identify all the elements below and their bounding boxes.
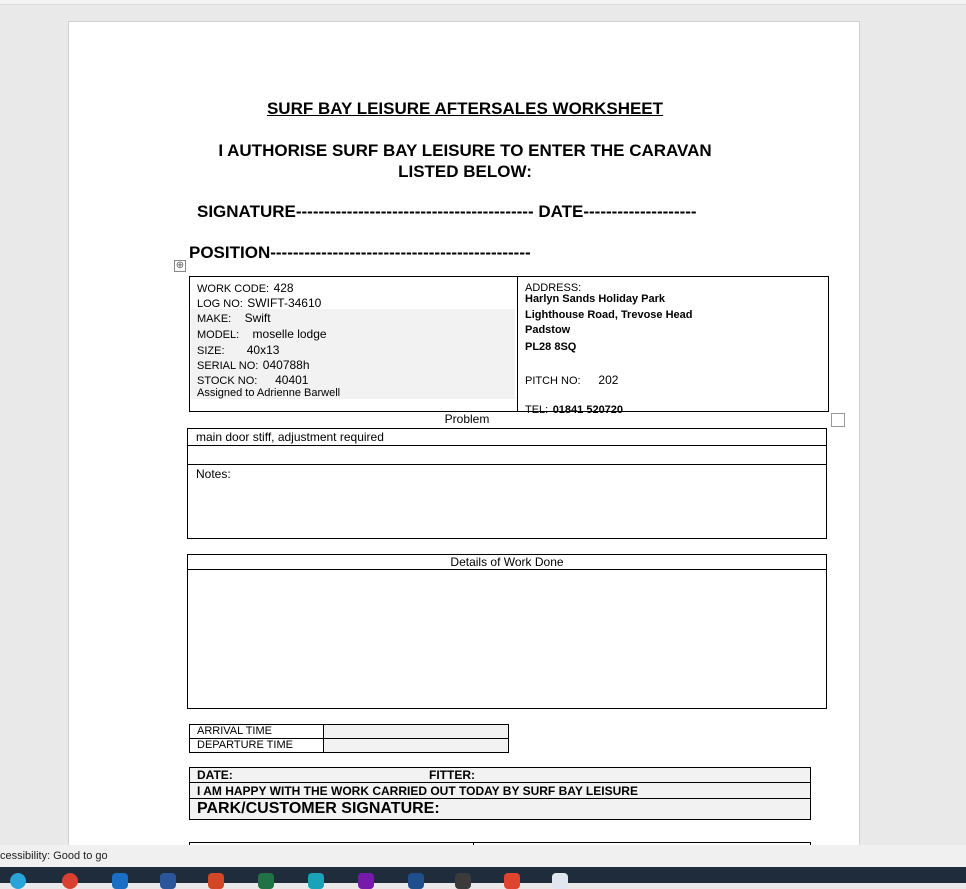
tel-label: TEL:: [525, 404, 549, 416]
address-label: ADDRESS:: [525, 282, 582, 294]
signoff-table: [189, 767, 811, 820]
pitch-value[interactable]: 202: [598, 373, 619, 387]
address-line-3: Padstow: [525, 324, 571, 336]
pitch-label: PITCH NO:: [525, 375, 581, 387]
signoff-rule-2: [190, 798, 810, 799]
authorisation-line-1: I AUTHORISE SURF BAY LEISURE TO ENTER THE CARAVAN: [218, 141, 712, 160]
taskbar: [0, 867, 966, 883]
make-label: MAKE:: [197, 313, 232, 325]
onenote-icon[interactable]: [358, 873, 374, 889]
problem-description[interactable]: main door stiff, adjustment required: [196, 430, 384, 444]
work-code-value[interactable]: 428: [273, 281, 294, 295]
work-code-label: WORK CODE:: [197, 283, 270, 295]
excel-icon[interactable]: [258, 873, 274, 889]
signoff-rule-1: [190, 782, 810, 783]
customer-signature-label: PARK/CUSTOMER SIGNATURE:: [197, 800, 440, 817]
assigned-to: Assigned to Adrienne Barwell: [197, 387, 341, 399]
problem-rule-2: [188, 464, 826, 465]
signoff-fitter-label: FITTER:: [429, 768, 475, 782]
departure-time-label: DEPARTURE TIME: [197, 739, 293, 751]
address-postcode: PL28 8SQ: [525, 341, 577, 353]
accessibility-status[interactable]: cessibility: Good to go: [0, 850, 108, 862]
times-divider: [323, 725, 324, 752]
word-icon[interactable]: [160, 873, 176, 889]
log-no-label: LOG NO:: [197, 298, 243, 310]
notes-label[interactable]: Notes:: [196, 467, 231, 481]
details-caption: Details of Work Done: [187, 554, 827, 570]
signature-date-line: SIGNATURE------------------------------------------ DATE--------------------: [197, 202, 697, 221]
address-line-1: Harlyn Sands Holiday Park: [525, 293, 665, 305]
position-line: POSITION----------------------------------------------: [189, 243, 531, 262]
model-value[interactable]: moselle lodge: [252, 327, 327, 341]
satisfaction-statement: I AM HAPPY WITH THE WORK CARRIED OUT TODAY BY SURF BAY LEISURE: [197, 784, 638, 798]
status-bar: [0, 845, 966, 867]
size-label: SIZE:: [197, 345, 225, 357]
app-icon-4[interactable]: [552, 873, 568, 889]
serial-label: SERIAL NO:: [197, 360, 259, 372]
document-page[interactable]: [68, 21, 860, 851]
powerpoint-icon[interactable]: [208, 873, 224, 889]
row-handle-icon[interactable]: [831, 413, 845, 427]
model-label: MODEL:: [197, 329, 240, 341]
pitch-row: [525, 371, 618, 389]
problem-caption: Problem: [444, 412, 490, 426]
worksheet-title: SURF BAY LEISURE AFTERSALES WORKSHEET: [266, 99, 664, 118]
authorisation-text: [69, 140, 861, 182]
caravan-info-table: [189, 276, 829, 416]
tel-value[interactable]: 01841 520720: [552, 404, 624, 416]
stock-value[interactable]: 40401: [275, 373, 309, 387]
info-divider: [517, 277, 518, 411]
make-value[interactable]: Swift: [244, 311, 271, 325]
signoff-date-label: DATE:: [197, 768, 233, 782]
stock-label: STOCK NO:: [197, 375, 258, 387]
details-of-work-area[interactable]: [187, 569, 827, 709]
authorisation-line-2: LISTED BELOW:: [398, 162, 532, 181]
app-icon-2[interactable]: [408, 873, 424, 889]
problem-table: [187, 428, 827, 539]
times-table: [189, 724, 509, 753]
problem-rule-1: [188, 445, 826, 446]
outlook-icon[interactable]: [112, 873, 128, 889]
size-value[interactable]: 40x13: [246, 343, 280, 357]
app-icon[interactable]: [308, 873, 324, 889]
ribbon-edge: [0, 0, 966, 5]
app-icon-3[interactable]: [455, 873, 471, 889]
arrival-time-label: ARRIVAL TIME: [197, 725, 272, 737]
table-move-handle-icon[interactable]: ⊕: [175, 260, 185, 271]
serial-value[interactable]: 040788h: [262, 358, 310, 372]
edge-icon[interactable]: [10, 873, 26, 889]
address-line-2: Lighthouse Road, Trevose Head: [525, 309, 693, 321]
acrobat-icon[interactable]: [504, 873, 520, 889]
log-no-value[interactable]: SWIFT-34610: [247, 296, 322, 310]
chrome-icon[interactable]: [62, 873, 78, 889]
